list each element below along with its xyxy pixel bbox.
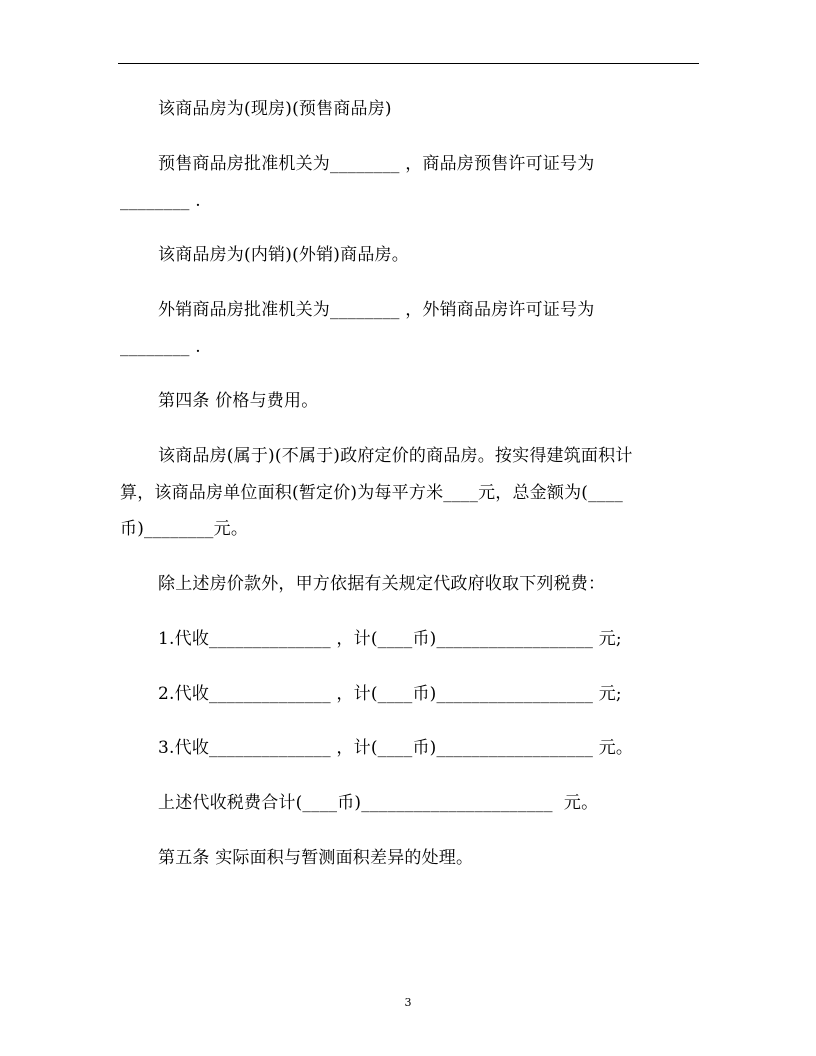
paragraph-line: 该商品房(属于)(不属于)政府定价的商品房。按实得建筑面积计 bbox=[158, 446, 633, 466]
header-rule bbox=[118, 63, 699, 64]
list-item: 2.代收______________ ，计(____币)__________________ 元; bbox=[158, 684, 622, 704]
page-number: 3 bbox=[404, 996, 412, 1009]
paragraph-line: ________ . bbox=[120, 191, 201, 211]
list-item: 1.代收______________ ，计(____币)__________________ 元; bbox=[158, 629, 622, 649]
paragraph-line: 外销商品房批准机关为________ ，外销商品房许可证号为 bbox=[158, 300, 595, 320]
paragraph-line: 币)________元。 bbox=[120, 519, 249, 539]
paragraph-line: 预售商品房批准机关为________ ，商品房预售许可证号为 bbox=[158, 154, 595, 174]
paragraph-line: ________ . bbox=[120, 337, 201, 357]
paragraph-line: 算，该商品房单位面积(暂定价)为每平方米____元，总金额为(____ bbox=[120, 483, 623, 503]
section-heading: 第五条 实际面积与暂测面积差异的处理。 bbox=[158, 848, 474, 868]
paragraph-line: 上述代收税费合计(____币)______________________ 元。 bbox=[158, 793, 599, 813]
paragraph-line: 该商品房为(现房)(预售商品房) bbox=[158, 99, 392, 119]
paragraph-line: 该商品房为(内销)(外销)商品房。 bbox=[158, 245, 409, 265]
section-heading: 第四条 价格与费用。 bbox=[158, 391, 319, 411]
paragraph-line: 除上述房价款外，甲方依据有关规定代政府收取下列税费： bbox=[158, 574, 606, 594]
list-item: 3.代收______________ ，计(____币)__________________ 元。 bbox=[158, 738, 634, 758]
